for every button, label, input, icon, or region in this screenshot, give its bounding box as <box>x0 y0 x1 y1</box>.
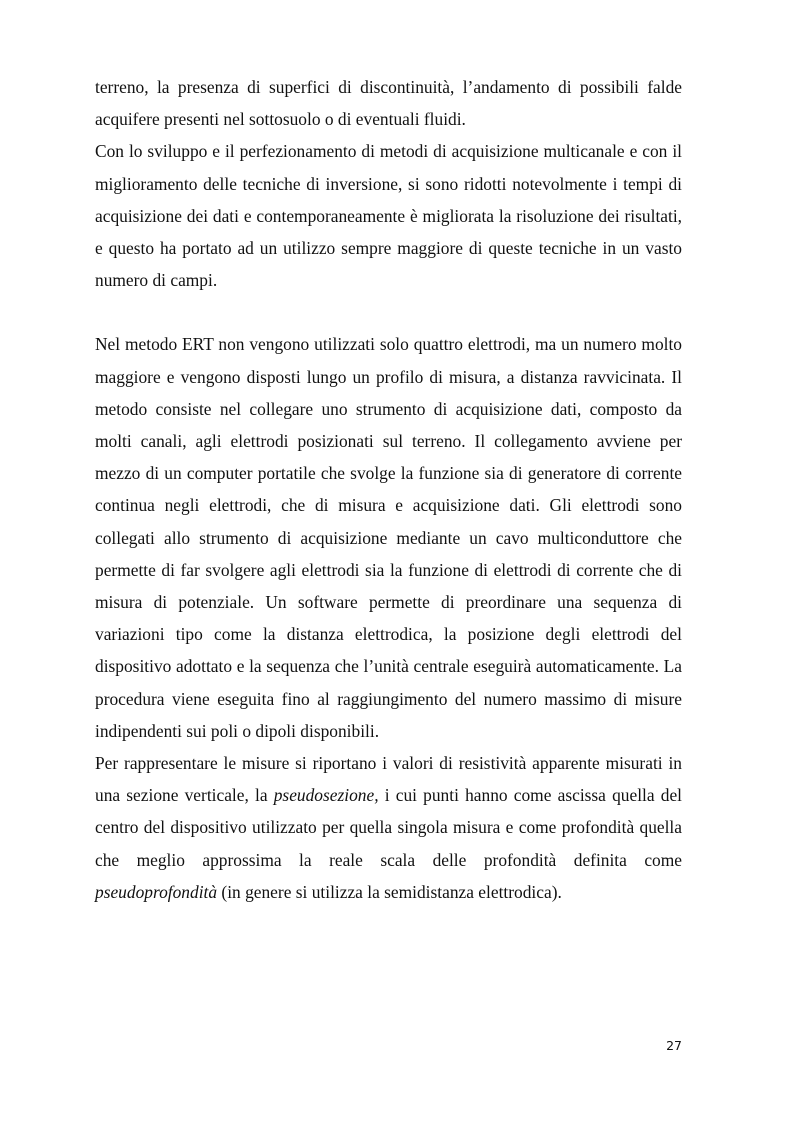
page-number: 27 <box>666 1038 682 1053</box>
paragraph-pseudosection <box>95 747 682 908</box>
paragraph-text: Nel metodo ERT non vengono utilizzati solo quattro elettrodi, ma un numero molto maggiore e vengono disposti lungo un profilo di misura, a distanza ravvicinata. Il metodo consiste nel collegare uno strumento di acquisizione dati, composto da molti canali, agli elettrodi posizionati sul terreno. Il collegamento avviene per mezzo di un computer portatile che svolge la funzione sia di generatore di corrente continua negli elettrodi, che di misura e acquisizione dati. Gli elettrodi sono collegati allo strumento di acquisizione mediante un cavo multiconduttore che permette di far svolgere agli elettrodi sia la funzione di elettrodi di corrente che di misura di potenziale. Un software permette di preordinare una sequenza di variazioni tipo come la distanza elettrodica, la posizione degli elettrodi del dispositivo adottato e la sequenza che l’unità centrale eseguirà automaticamente. La procedura viene eseguita fino al raggiungimento del numero massimo di misure indipendenti sui poli o dipoli disponibili. <box>95 334 682 741</box>
paragraph-continuation <box>95 71 682 135</box>
paragraph-text: terreno, la presenza di superfici di discontinuità, l’andamento di possibili falde acquifere presenti nel sottosuolo o di eventuali fluidi. <box>95 77 682 130</box>
italic-term-pseudoprofondita: pseudoprofondità <box>95 881 218 902</box>
paragraph-text: i cui punti hanno come ascissa quella del centro del dispositivo utilizzato per quella singola misura e come profondità quella che meglio approssima la reale scala delle profondità definita come <box>95 785 682 870</box>
paragraph-ert-method <box>95 328 682 747</box>
paragraph-text: Per rappresentare le misure si riportano i valori di resistività apparente misurati in una sezione verticale, la <box>95 753 682 806</box>
italic-term-pseudosezione: pseudosezione, <box>273 785 379 806</box>
paragraph-text: (in genere si utilizza la semidistanza elettrodica). <box>217 881 562 902</box>
paragraph-text: Con lo sviluppo e il perfezionamento di metodi di acquisizione multicanale e con il miglioramento delle tecniche di inversione, si sono ridotti notevolmente i tempi di acquisizione dei dati e contemporaneamente è migliorata la risoluzione dei risultati, e questo ha portato ad un utilizzo sempre maggiore di queste tecniche in un vasto numero di campi. <box>95 141 682 291</box>
body-text <box>95 71 682 908</box>
paragraph-multichannel <box>95 135 682 296</box>
